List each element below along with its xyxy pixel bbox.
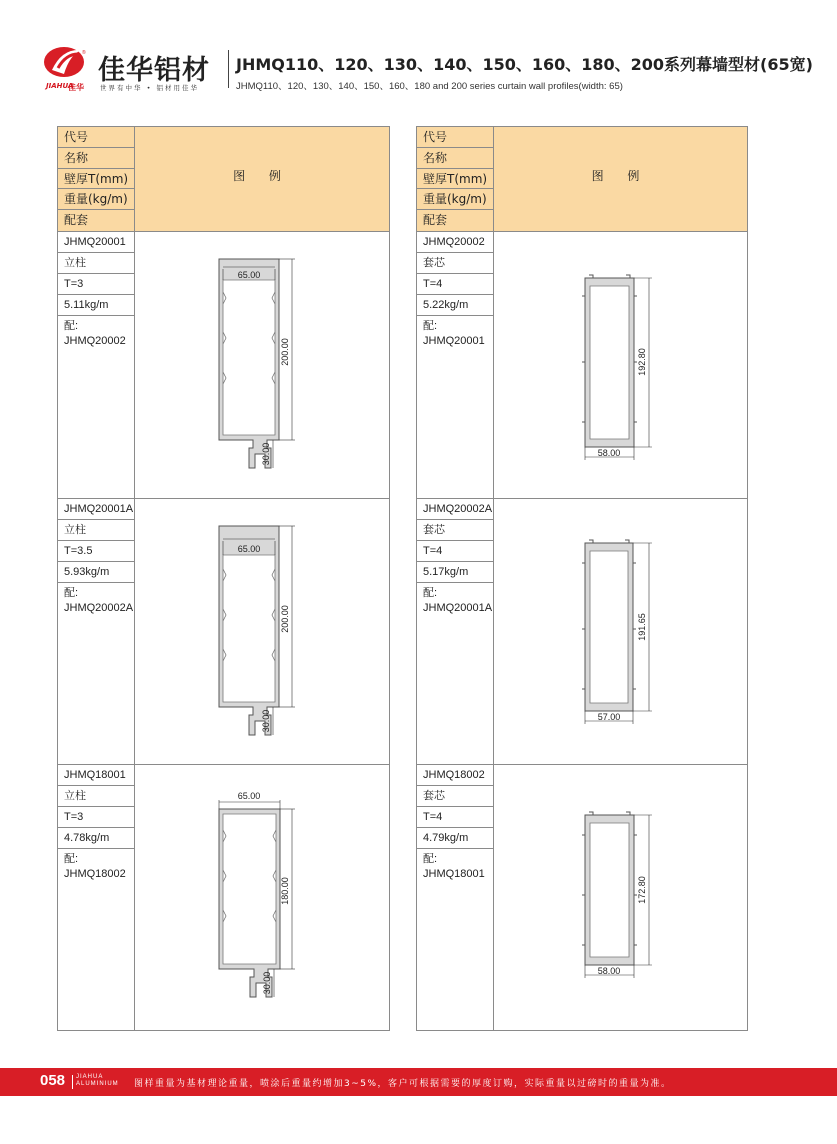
header-match: 配套 — [64, 213, 89, 228]
profile-name: 立柱 — [58, 520, 134, 541]
footer-brand — [76, 1074, 119, 1088]
table-header-labels — [58, 127, 135, 231]
profile-code: JHMQ20002A — [417, 499, 493, 520]
profile-code: JHMQ20002 — [417, 232, 493, 253]
bottom-dimension: 30.00 — [262, 971, 272, 995]
height-dimension: 200.00 — [280, 605, 290, 633]
height-dimension: 191.65 — [637, 613, 647, 641]
core-profile-shape — [582, 275, 637, 447]
table-row — [417, 499, 747, 765]
profile-thickness: T=3.5 — [58, 541, 134, 562]
header-thickness: 壁厚T(mm) — [58, 169, 134, 190]
profile-thickness: T=4 — [417, 541, 493, 562]
profile-name: 套芯 — [417, 253, 493, 274]
profile-weight: 5.17kg/m — [417, 562, 493, 583]
profile-info — [58, 499, 135, 764]
match-label: 配: — [423, 320, 438, 332]
profile-drawing — [494, 499, 747, 764]
profile-info — [58, 232, 135, 498]
profile-table-left — [57, 126, 390, 1031]
match-code: JHMQ20001A — [423, 602, 493, 614]
brand-logo — [38, 44, 228, 94]
match-code: JHMQ20001 — [423, 335, 485, 347]
height-dimension: 192.80 — [637, 348, 647, 376]
match-label: 配: — [64, 320, 79, 332]
brand-slogan: 世界有中华 • 铝材用佳华 — [100, 84, 199, 92]
page-footer — [0, 1068, 837, 1096]
core-profile-figure — [494, 765, 749, 1031]
profile-name: 立柱 — [58, 786, 134, 807]
profile-drawing — [135, 499, 389, 764]
profile-match — [417, 316, 493, 349]
footer-divider — [72, 1075, 73, 1089]
core-profile-figure — [494, 232, 749, 499]
match-label: 配: — [423, 587, 438, 599]
width-dimension: 58.00 — [597, 966, 621, 976]
profile-info — [58, 765, 135, 1030]
profile-weight: 5.93kg/m — [58, 562, 134, 583]
page-number: 058 — [40, 1072, 66, 1089]
brand-name-en: JIAHUA — [46, 82, 74, 90]
profile-info — [417, 765, 494, 1030]
match-label: 配: — [64, 587, 79, 599]
profile-code: JHMQ20001 — [58, 232, 134, 253]
header-weight: 重量(kg/m) — [417, 189, 493, 210]
page-title: JHMQ110、120、130、140、150、160、180、200系列幕墙型材(65宽) — [236, 55, 813, 74]
width-dimension: 57.00 — [597, 712, 621, 722]
mullion-profile-figure — [135, 232, 390, 499]
profile-match — [58, 316, 134, 349]
profile-weight: 5.22kg/m — [417, 295, 493, 316]
profile-drawing — [494, 765, 747, 1030]
profile-weight: 4.79kg/m — [417, 828, 493, 849]
svg-text:®: ® — [82, 50, 86, 56]
profile-name: 套芯 — [417, 520, 493, 541]
profile-match — [417, 849, 493, 882]
profile-match — [58, 849, 134, 882]
bottom-dimension: 30.00 — [261, 442, 271, 466]
profile-thickness: T=4 — [417, 807, 493, 828]
profile-drawing — [135, 232, 389, 498]
page-subtitle: JHMQ110、120、130、140、150、160、180 and 200 series curtain wall profiles(width: 65) — [236, 81, 623, 92]
mullion-profile-shape — [219, 809, 280, 997]
footer-brand-line2: ALUMINIUM — [76, 1081, 119, 1087]
profile-code: JHMQ18002 — [417, 765, 493, 786]
table-row — [417, 232, 747, 499]
match-label: 配: — [423, 853, 438, 865]
profile-thickness: T=3 — [58, 807, 134, 828]
width-dimension: 65.00 — [237, 544, 261, 554]
table-row — [58, 765, 389, 1031]
match-code: JHMQ20002A — [64, 602, 134, 614]
mullion-profile-shape — [219, 526, 279, 735]
profile-weight: 4.78kg/m — [58, 828, 134, 849]
profile-match — [417, 583, 493, 616]
height-dimension: 180.00 — [280, 877, 290, 905]
jiahua-logo-icon — [42, 44, 94, 80]
brand-name-cn-small: 佳华 — [68, 83, 84, 92]
header-name: 名称 — [58, 148, 134, 169]
match-label: 配: — [64, 853, 79, 865]
header-thickness: 壁厚T(mm) — [417, 169, 493, 190]
mullion-profile-figure — [135, 765, 390, 1031]
header-figure: 图 例 — [591, 169, 650, 183]
header-code: 代号 — [58, 127, 134, 148]
profile-thickness: T=4 — [417, 274, 493, 295]
profile-thickness: T=3 — [58, 274, 134, 295]
width-dimension: 65.00 — [237, 270, 261, 280]
mullion-profile-shape — [219, 259, 279, 468]
header-figure: 图 例 — [233, 169, 291, 183]
core-profile-figure — [494, 499, 749, 765]
table-header — [58, 127, 389, 232]
profile-code: JHMQ18001 — [58, 765, 134, 786]
profile-weight: 5.11kg/m — [58, 295, 134, 316]
match-code: JHMQ20002 — [64, 335, 126, 347]
match-code: JHMQ18002 — [64, 868, 126, 880]
header-name: 名称 — [417, 148, 493, 169]
table-header — [417, 127, 747, 232]
table-row — [417, 765, 747, 1031]
header-divider — [228, 50, 229, 88]
mullion-profile-figure — [135, 499, 390, 765]
width-dimension: 58.00 — [597, 448, 621, 458]
profile-match — [58, 583, 134, 616]
footer-note: 图样重量为基材理论重量，喷涂后重量约增加3~5%，客户可根据需要的厚度订购，实际重量以过磅时的重量为准。 — [134, 1079, 672, 1089]
profile-info — [417, 499, 494, 764]
profile-drawing — [494, 232, 747, 498]
table-row — [58, 232, 389, 499]
page-header — [38, 40, 813, 100]
footer-brand-line1: JIAHUA — [76, 1074, 104, 1080]
match-code: JHMQ18001 — [423, 868, 485, 880]
bottom-dimension: 30.00 — [261, 709, 271, 733]
height-dimension: 200.00 — [280, 338, 290, 366]
table-header-labels — [417, 127, 494, 231]
header-match: 配套 — [423, 213, 448, 228]
profile-name: 立柱 — [58, 253, 134, 274]
core-profile-shape — [582, 540, 636, 711]
brand-name-cn: 佳华铝材 — [98, 55, 210, 86]
profile-name: 套芯 — [417, 786, 493, 807]
width-dimension: 65.00 — [237, 791, 261, 801]
core-profile-shape — [582, 812, 637, 965]
height-dimension: 172.80 — [637, 876, 647, 904]
profile-drawing — [135, 765, 389, 1030]
table-row — [58, 499, 389, 765]
header-weight: 重量(kg/m) — [58, 189, 134, 210]
header-code: 代号 — [417, 127, 493, 148]
profile-table-right — [416, 126, 748, 1031]
profile-code: JHMQ20001A — [58, 499, 134, 520]
profile-info — [417, 232, 494, 498]
